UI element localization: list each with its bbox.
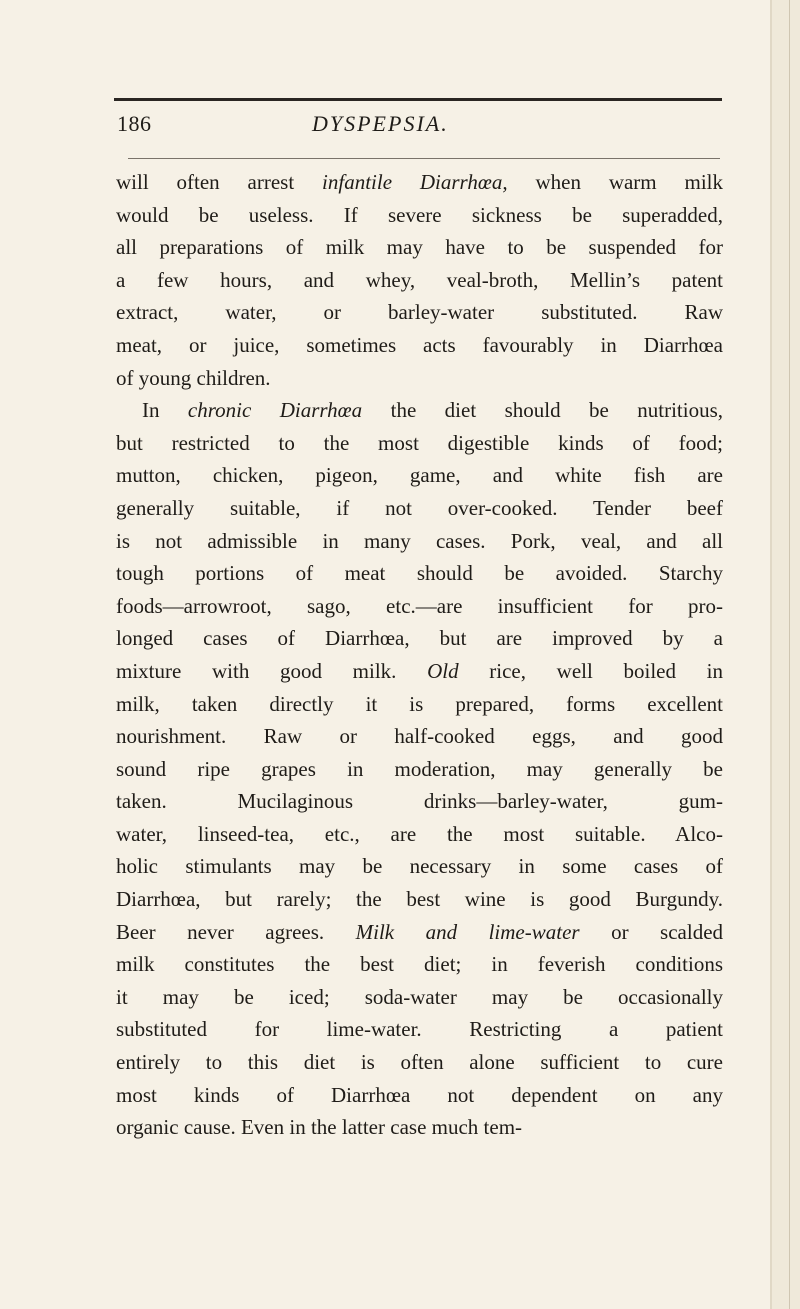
text-line: organic cause. Even in the latter case much tem- bbox=[116, 1115, 523, 1140]
page-gutter bbox=[770, 0, 800, 1309]
text-line: milk constitutes the best diet; in feverish conditions bbox=[116, 952, 723, 977]
text-line: longed cases of Diarrhœa, but are improved by a bbox=[116, 626, 723, 651]
text-line: substituted for lime-water. Restricting a patient bbox=[116, 1017, 723, 1042]
text-line: all preparations of milk may have to be suspended for bbox=[116, 235, 723, 260]
text-line: entirely to this diet is often alone sufficient to cure bbox=[116, 1050, 723, 1075]
text-line: is not admissible in many cases. Pork, veal, and all bbox=[116, 528, 723, 553]
gutter-line bbox=[789, 0, 790, 1309]
body-text bbox=[116, 166, 723, 1144]
text-line: of young children. bbox=[116, 365, 271, 390]
text-line: milk, taken directly it is prepared, forms excellent bbox=[116, 691, 723, 716]
text-line: most kinds of Diarrhœa not dependent on any bbox=[116, 1082, 723, 1107]
text-line: foods—arrowroot, sago, etc.—are insufficient for pro- bbox=[116, 593, 723, 618]
page-header bbox=[117, 111, 722, 145]
header-bottom-rule bbox=[128, 158, 720, 159]
text-line: sound ripe grapes in moderation, may generally be bbox=[116, 756, 723, 781]
text-line: nourishment. Raw or half-cooked eggs, and good bbox=[116, 724, 723, 749]
italic-text: infantile Diarrhœa, bbox=[322, 170, 508, 194]
text-line: tough portions of meat should be avoided. Starchy bbox=[116, 561, 723, 586]
text-line: mixture with good milk. Old rice, well boiled in bbox=[116, 658, 724, 683]
text-line: water, linseed-tea, etc., are the most suitable. Alco- bbox=[116, 821, 723, 846]
text-line: In chronic Diarrhœa the diet should be nutritious, bbox=[142, 398, 724, 423]
text-line: mutton, chicken, pigeon, game, and white fish are bbox=[116, 463, 723, 488]
text-line: extract, water, or barley-water substituted. Raw bbox=[116, 300, 723, 325]
italic-text: Milk and lime-water bbox=[355, 919, 580, 944]
text-line: would be useless. If severe sickness be superadded, bbox=[116, 202, 723, 227]
page-number: 186 bbox=[117, 111, 152, 136]
running-head: DYSPEPSIA. bbox=[312, 111, 449, 136]
text-line: it may be iced; soda-water may be occasionally bbox=[116, 984, 723, 1009]
italic-text: Old bbox=[427, 658, 459, 683]
header-top-rule bbox=[114, 98, 722, 101]
text-line: a few hours, and whey, veal-broth, Mellin’s patent bbox=[116, 267, 723, 292]
italic-text: chronic Diarrhœa bbox=[187, 398, 363, 423]
text-line: but restricted to the most digestible kinds of food; bbox=[116, 430, 723, 455]
text-line: holic stimulants may be necessary in some cases of bbox=[116, 854, 723, 879]
text-line: Diarrhœa, but rarely; the best wine is good Burgundy. bbox=[116, 887, 723, 912]
text-line: meat, or juice, sometimes acts favourably in Diarrhœa bbox=[116, 332, 723, 357]
text-line: taken. Mucilaginous drinks—barley-water, gum- bbox=[116, 789, 723, 814]
text-line: Beer never agrees. Milk and lime-water or scalded bbox=[116, 919, 724, 944]
text-line: generally suitable, if not over-cooked. Tender beef bbox=[116, 495, 723, 520]
text-line: will often arrest infantile Diarrhœa, when warm milk bbox=[116, 170, 723, 194]
